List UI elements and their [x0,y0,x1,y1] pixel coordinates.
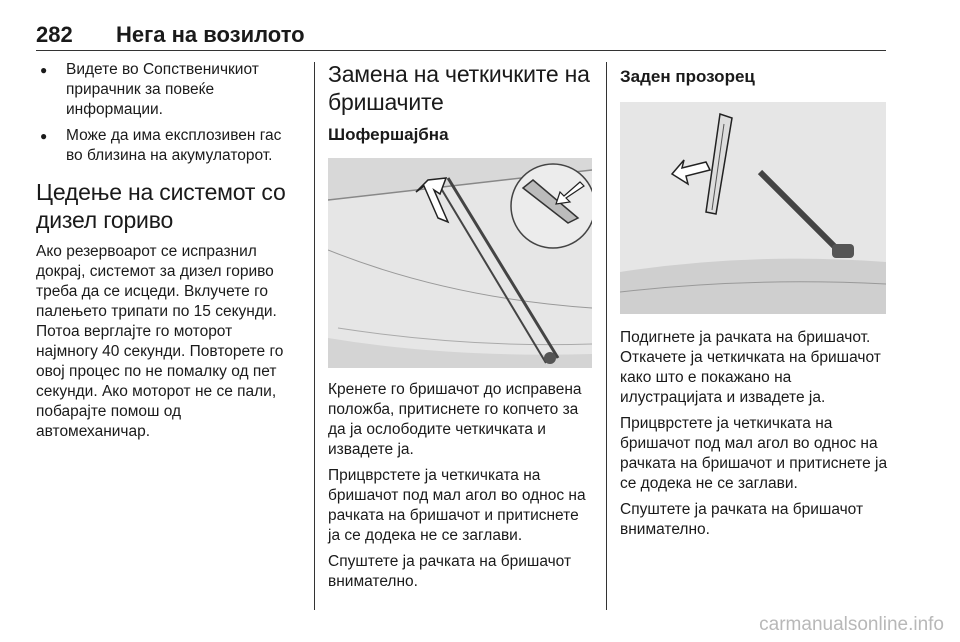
page-header [36,22,886,52]
windshield-paragraph: Прицврстете ја четкичката на бришачот под мал агол во однос на рачката на бришачот и притиснете ја се додека не се заглави. [328,467,586,544]
rear-window-paragraph: Подигнете ја рачката на бришачот. Откачете ја четкичката на бришачот како што е покажано на илустрацијата и извадете ја. [620,329,881,406]
chapter-title: Нега на возилото [116,22,305,47]
rear-window-subheading: Заден прозорец [620,67,755,86]
column-3 [620,60,892,546]
column-divider-2 [606,62,607,610]
rear-window-paragraph: Прицврстете ја четкичката на бришачот под мал агол во однос на рачката на бришачот и притиснете ја се додека не се заглави. [620,415,888,492]
column-divider-1 [314,62,315,610]
watermark: carmanualsonline.info [759,614,944,635]
windshield-wiper-illustration [328,158,592,368]
windshield-wiper-drawing [328,158,592,368]
bullet-item: ● Видете во Сопственичкиот прирачник за повеќе информации. [36,60,298,120]
diesel-paragraph: Ако резервоарот се испразнил докрај, системот за дизел гориво треба да се исцеди. Вклучете го палењето трипати по 15 секунди. Потоа верглајте го моторот најмногу 40 секунди. Повторете го овој процес по не помалку од пет секунди. Ако моторот не се пали, побарајте помош од автомеханичар. [36,243,284,440]
column-1 [36,60,298,448]
section-heading-wiper: Замена на четкичките на бришачите [328,61,590,115]
bullet-item: ● Може да има експлозивен гас во близина на акумулаторот. [36,126,298,166]
windshield-subheading: Шофершајбна [328,125,449,144]
bullet-list [36,60,298,166]
page-number: 282 [36,22,73,47]
section-heading-diesel: Цедење на системот со дизел гориво [36,179,286,233]
windshield-paragraph: Спуштете ја рачката на бришачот внимателно. [328,553,572,590]
rear-wiper-illustration [620,102,886,314]
windshield-paragraph: Кренете го бришачот до исправена положба, притиснете го копчето за да ја ослободите четкичката и извадете ја. [328,381,582,458]
rear-window-paragraph: Спуштете ја рачката на бришачот внимателно. [620,501,864,538]
column-2 [328,60,594,598]
rear-wiper-drawing [620,102,886,314]
header-rule [36,50,886,51]
